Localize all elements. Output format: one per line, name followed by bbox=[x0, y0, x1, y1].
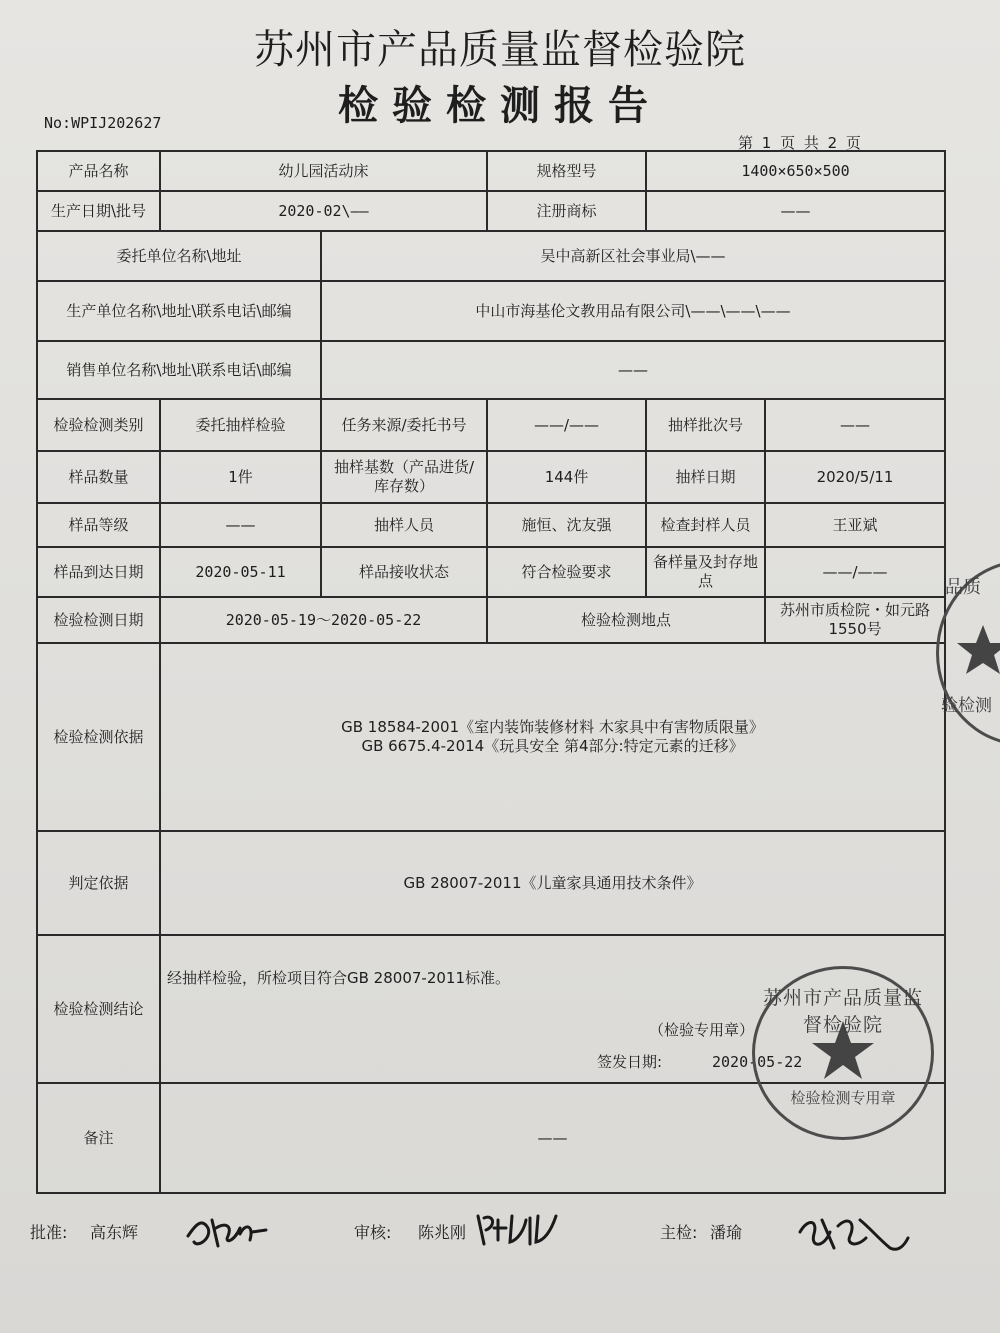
value-test-category: 委托抽样检验 bbox=[160, 399, 321, 451]
value-receipt-status: 符合检验要求 bbox=[487, 547, 646, 597]
issue-date: 2020-05-22 bbox=[712, 1053, 803, 1071]
label-sampling-date: 抽样日期 bbox=[646, 451, 765, 503]
seal-sub-text: 检验检测专用章 bbox=[790, 1089, 896, 1107]
value-test-location: 苏州市质检院・如元路1550号 bbox=[765, 597, 945, 643]
row-arrival bbox=[37, 547, 945, 597]
row-quantity bbox=[37, 451, 945, 503]
page-info: 第 1 页 共 2 页 bbox=[738, 134, 863, 152]
row-test-basis bbox=[37, 643, 945, 831]
row-category bbox=[37, 399, 945, 451]
seal-org-text: 苏州市产品质量监督检验院 bbox=[762, 987, 923, 1036]
value-seller: —— bbox=[321, 341, 945, 399]
value-prod-date: 2020-02\—— bbox=[160, 191, 487, 231]
label-sample-batch: 抽样批次号 bbox=[646, 399, 765, 451]
label-prod-date: 生产日期\批号 bbox=[37, 191, 160, 231]
value-product-name: 幼儿园活动床 bbox=[160, 151, 487, 191]
conclusion-text: 经抽样检验，所检项目符合GB 28007-2011标准。 bbox=[167, 969, 510, 987]
report-number: No:WPIJ202627 bbox=[44, 114, 162, 132]
value-task-source: ——/—— bbox=[487, 399, 646, 451]
value-judgment-basis: GB 28007-2011《儿童家具通用技术条件》 bbox=[160, 831, 945, 935]
row-manufacturer bbox=[37, 281, 945, 341]
label-task-source: 任务来源/委托书号 bbox=[321, 399, 487, 451]
report-title: 检验检测报告 bbox=[338, 83, 662, 129]
value-test-basis bbox=[160, 643, 945, 831]
inspection-seal bbox=[752, 966, 934, 1140]
label-judgment-basis: 判定依据 bbox=[37, 831, 160, 935]
value-remarks: —— bbox=[160, 1083, 945, 1193]
label-conclusion: 检验检测结论 bbox=[37, 935, 160, 1083]
reviewer-signature bbox=[474, 1210, 564, 1250]
stamp-note: （检验专用章） bbox=[649, 1021, 755, 1039]
approver-signature bbox=[182, 1206, 272, 1256]
label-test-basis: 检验检测依据 bbox=[37, 643, 160, 831]
edge-seal-star-icon bbox=[953, 621, 1000, 681]
label-backup-location: 备样量及封存地点 bbox=[646, 547, 765, 597]
value-sampler: 施恒、沈友强 bbox=[487, 503, 646, 547]
edge-seal-top-text: 品质 bbox=[945, 577, 981, 598]
value-sealer: 王亚斌 bbox=[765, 503, 945, 547]
inspector-label: 主检: bbox=[660, 1223, 698, 1242]
value-backup-location: ——/—— bbox=[765, 547, 945, 597]
label-receipt-status: 样品接收状态 bbox=[321, 547, 487, 597]
value-sampling-base: 144件 bbox=[487, 451, 646, 503]
approve-label: 批准: bbox=[30, 1223, 68, 1242]
label-sampling-base: 抽样基数（产品进货/库存数） bbox=[321, 451, 487, 503]
label-arrival-date: 样品到达日期 bbox=[37, 547, 160, 597]
row-judgment bbox=[37, 831, 945, 935]
value-trademark: —— bbox=[646, 191, 945, 231]
review-name: 陈兆刚 bbox=[418, 1223, 467, 1242]
label-test-location: 检验检测地点 bbox=[487, 597, 765, 643]
label-sealer: 检查封样人员 bbox=[646, 503, 765, 547]
label-manufacturer: 生产单位名称\地址\联系电话\邮编 bbox=[37, 281, 321, 341]
review-label: 审核: bbox=[354, 1223, 392, 1242]
label-remarks: 备注 bbox=[37, 1083, 160, 1193]
row-client bbox=[37, 231, 945, 281]
row-test-date bbox=[37, 597, 945, 643]
label-sample-qty: 样品数量 bbox=[37, 451, 160, 503]
row-date-trademark bbox=[37, 191, 945, 231]
issue-date-label: 签发日期: bbox=[597, 1053, 663, 1071]
value-sample-qty: 1件 bbox=[160, 451, 321, 503]
label-client: 委托单位名称\地址 bbox=[37, 231, 321, 281]
row-grade bbox=[37, 503, 945, 547]
label-sampler: 抽样人员 bbox=[321, 503, 487, 547]
label-spec: 规格型号 bbox=[487, 151, 646, 191]
value-sample-batch: —— bbox=[765, 399, 945, 451]
value-spec: 1400×650×500 bbox=[646, 151, 945, 191]
basis-line-2: GB 6675.4-2014《玩具安全 第4部分:特定元素的迁移》 bbox=[361, 737, 744, 755]
label-seller: 销售单位名称\地址\联系电话\邮编 bbox=[37, 341, 321, 399]
label-trademark: 注册商标 bbox=[487, 191, 646, 231]
value-arrival-date: 2020-05-11 bbox=[160, 547, 321, 597]
inspector-signature bbox=[794, 1208, 914, 1258]
row-product bbox=[37, 151, 945, 191]
value-test-date: 2020-05-19～2020-05-22 bbox=[160, 597, 487, 643]
label-test-category: 检验检测类别 bbox=[37, 399, 160, 451]
inspector-name: 潘瑜 bbox=[710, 1223, 743, 1242]
value-client: 吴中高新区社会事业局\—— bbox=[321, 231, 945, 281]
org-name: 苏州市产品质量监督检验院 bbox=[254, 27, 746, 73]
basis-line-1: GB 18584-2001《室内装饰装修材料 木家具中有害物质限量》 bbox=[341, 718, 764, 737]
label-sample-grade: 样品等级 bbox=[37, 503, 160, 547]
value-sampling-date: 2020/5/11 bbox=[765, 451, 945, 503]
label-product-name: 产品名称 bbox=[37, 151, 160, 191]
row-seller bbox=[37, 341, 945, 399]
edge-seal-bottom-text: 验检测 bbox=[941, 696, 992, 716]
value-sample-grade: —— bbox=[160, 503, 321, 547]
approve-name: 高东辉 bbox=[90, 1223, 139, 1242]
value-manufacturer: 中山市海基伦文教用品有限公司\——\——\—— bbox=[321, 281, 945, 341]
label-test-date: 检验检测日期 bbox=[37, 597, 160, 643]
